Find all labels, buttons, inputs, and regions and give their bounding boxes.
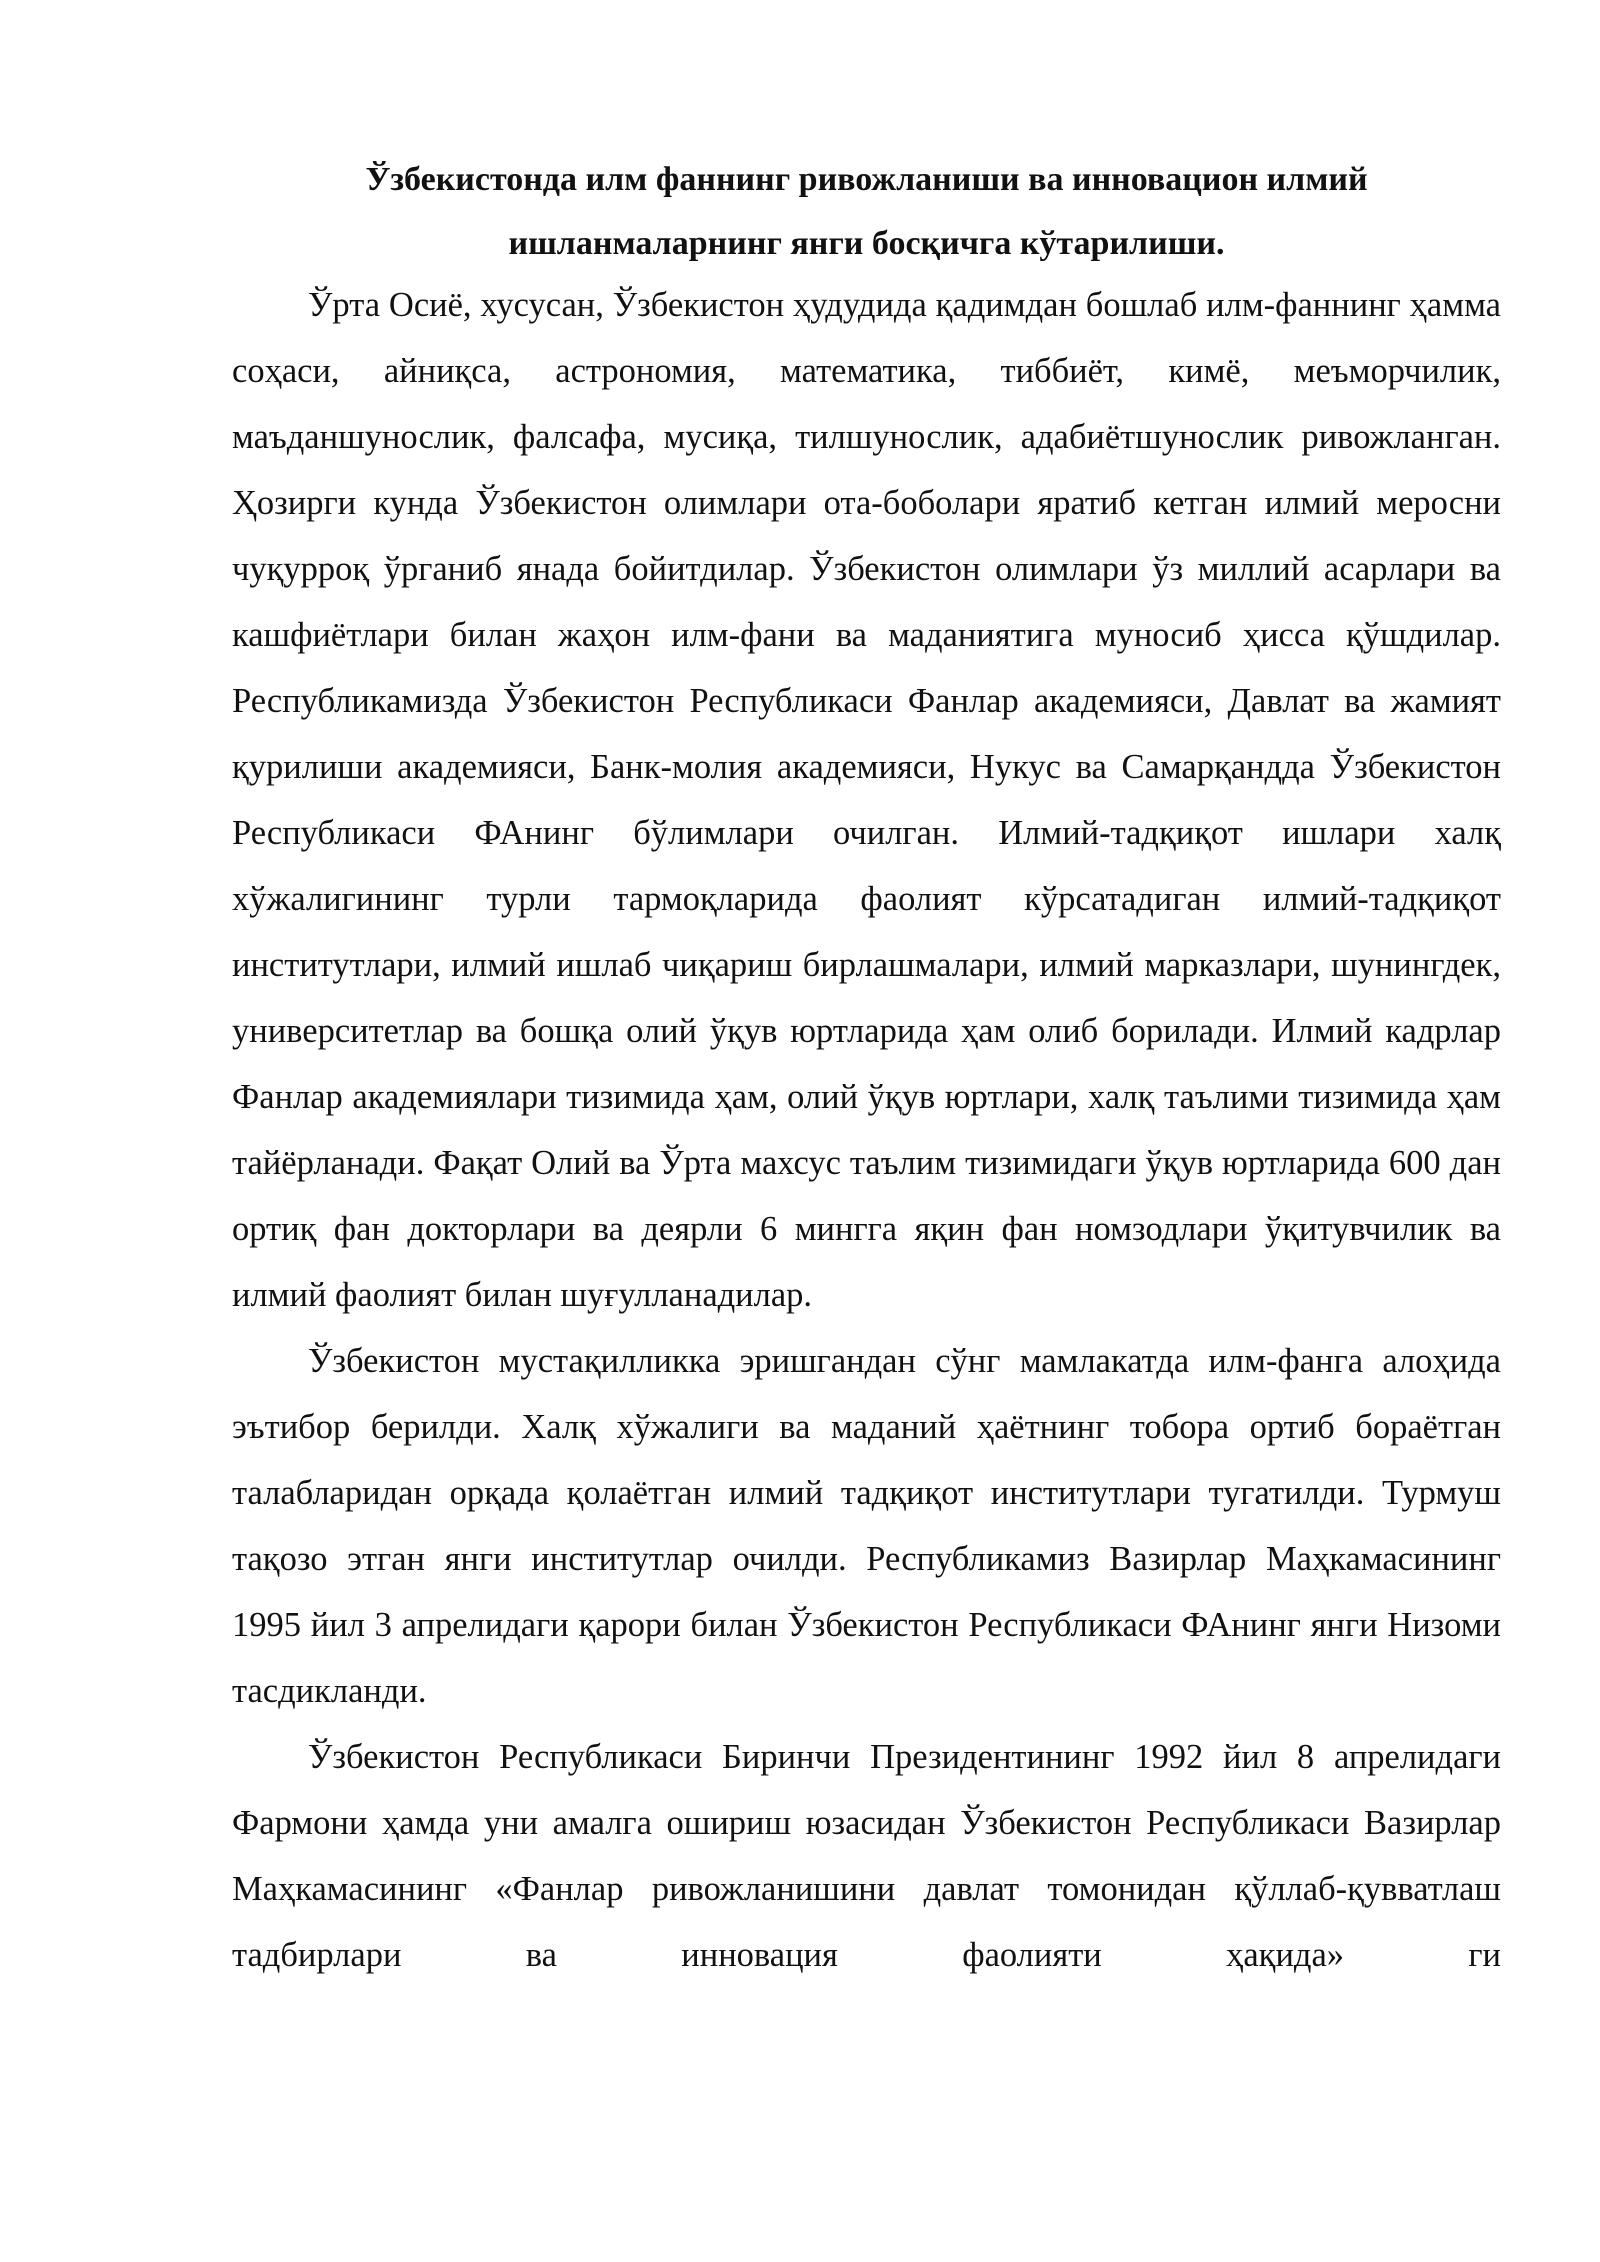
title-line-2: ишланмаларнинг янги босқичга кўтарилиши. — [508, 225, 1225, 262]
paragraph-1: Ўрта Осиё, хусусан, Ўзбекистон ҳудудида қадимдан бошлаб илм-фаннинг ҳамма соҳаси, айниқса, астрономия, математика, тиббиёт, кимё, меъморчилик, маъданшунослик, фалсафа, мусиқа, тилшунослик, адабиётшунослик ривожланган. Ҳозирги кунда Ўзбекистон олимлари ота-боболари яратиб кетган илмий меросни чуқурроқ ўрганиб янада бойитдилар. Ўзбекистон олимлари ўз миллий асарлари ва кашфиётлари билан жаҳон илм-фани ва маданиятига муносиб ҳисса қўшдилар. Республикамизда Ўзбекистон Республикаси Фанлар академияси, Давлат ва жамият қурилиши академияси, Банк-молия академияси, Нукус ва Самарқандда Ўзбекистон Республикаси ФАнинг бўлимлари очилган. Илмий-тадқиқот ишлари халқ хўжалигининг турли тармоқларида фаолият кўрсатадиган илмий-тадқиқот институтлари, илмий ишлаб чиқариш бирлашмалари, илмий марказлари, шунингдек, университетлар ва бошқа олий ўқув юртларида ҳам олиб борилади. Илмий кадрлар Фанлар академиялари тизимида ҳам, олий ўқув юртлари, халқ таълими тизимида ҳам тайёрланади. Фақат Олий ва Ўрта махсус таълим тизимидаги ўқув юртларида 600 дан ортиқ фан докторлари ва деярли 6 мингга яқин фан номзодлари ўқитувчилик ва илмий фаолият билан шуғулланадилар. — [232, 286, 1501, 1314]
title-line-1: Ўзбекистонда илм фаннинг ривожланиши ва инновацион илмий — [365, 161, 1368, 198]
paragraph-3: Ўзбекистон Республикаси Биринчи Президентининг 1992 йил 8 апрелидаги Фармони ҳамда уни амалга ошириш юзасидан Ўзбекистон Республикаси Вазирлар Маҳкамасининг «Фанлар ривожланишини давлат томонидан қўллаб-қувватлаш тадбирлари ва инновация фаолияти ҳақида» ги — [232, 1738, 1501, 1974]
paragraph-2: Ўзбекистон мустақилликка эришгандан сўнг мамлакатда илм-фанга алоҳида эътибор берилди. Халқ хўжалиги ва маданий ҳаётнинг тобора ортиб бораётган талабларидан орқада қолаётган илмий тадқиқот институтлари тугатилди. Турмуш тақозо этган янги институтлар очилди. Республикамиз Вазирлар Маҳкамасининг 1995 йил 3 апрелидаги қарори билан Ўзбекистон Республикаси ФАнинг янги Низоми тасдикланди. — [232, 1342, 1501, 1710]
document-title — [232, 148, 1501, 276]
document-body — [232, 272, 1501, 1988]
